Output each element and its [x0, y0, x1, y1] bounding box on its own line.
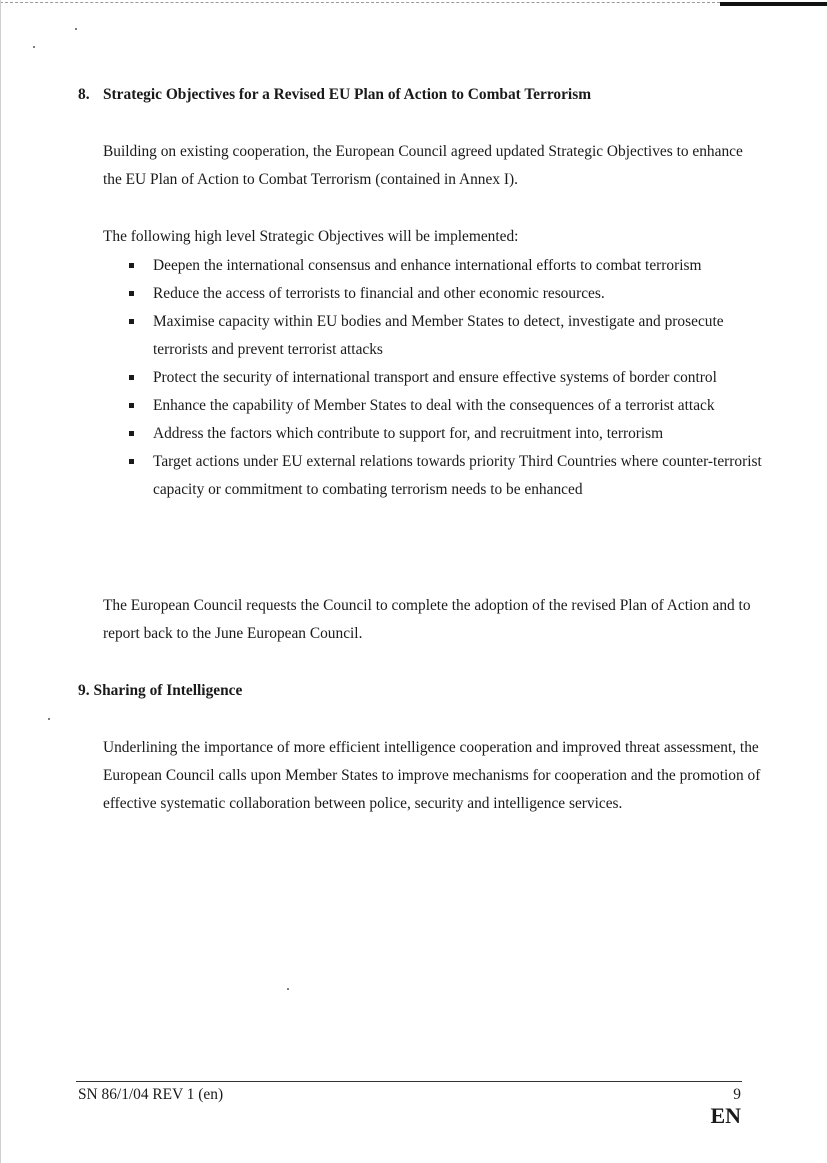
section-8-number: 8. — [78, 86, 90, 103]
section-9-number: 9. — [78, 682, 90, 699]
objective-text: Target actions under EU external relations towards priority Third Countries where counter-terrorist capacity or commitment to combating terrorism needs to be enhanced — [153, 453, 762, 498]
strategic-objectives-list — [103, 252, 763, 504]
list-item — [103, 308, 763, 364]
section-8-heading — [78, 86, 591, 104]
page-number: 9 — [733, 1086, 741, 1103]
scan-speck — [33, 46, 35, 48]
bullet-square-icon — [129, 263, 134, 268]
section-9-body: Underlining the importance of more efficient intelligence cooperation and improved threat assessment, the European Council calls upon Member States to improve mechanisms for cooperation and the promotion of effective systematic collaboration between police, security and intelligence services. — [103, 739, 761, 812]
scan-left-edge — [0, 0, 1, 1163]
section-8-title: Strategic Objectives for a Revised EU Plan of Action to Combat Terrorism — [103, 86, 592, 103]
objective-text: Protect the security of international transport and ensure effective systems of border control — [153, 369, 717, 386]
list-item — [103, 392, 763, 420]
list-item — [103, 252, 763, 280]
section-8-lead: The following high level Strategic Objectives will be implemented: — [103, 228, 519, 245]
scan-speck — [287, 988, 289, 990]
section-8-intro: Building on existing cooperation, the European Council agreed updated Strategic Objectives to enhance the EU Plan of Action to Combat Terrorism (contained in Annex I). — [103, 143, 743, 188]
scan-speck — [48, 718, 50, 720]
list-item — [103, 364, 763, 392]
bullet-square-icon — [129, 403, 134, 408]
objective-text: Deepen the international consensus and enhance international efforts to combat terrorism — [153, 257, 702, 274]
scan-dark-bar — [720, 2, 827, 6]
objective-text: Reduce the access of terrorists to financial and other economic resources. — [153, 285, 605, 302]
list-item — [103, 420, 763, 448]
objective-text: Enhance the capability of Member States to deal with the consequences of a terrorist attack — [153, 397, 715, 414]
footer-divider — [76, 1081, 742, 1082]
bullet-square-icon — [129, 291, 134, 296]
bullet-square-icon — [129, 459, 134, 464]
document-reference: SN 86/1/04 REV 1 (en) — [78, 1086, 224, 1103]
list-item — [103, 448, 763, 504]
language-code: EN — [710, 1103, 741, 1128]
bullet-square-icon — [129, 431, 134, 436]
objective-text: Maximise capacity within EU bodies and Member States to detect, investigate and prosecute terrorists and prevent terrorist attacks — [153, 313, 724, 358]
scan-top-border — [0, 0, 827, 8]
bullet-square-icon — [129, 375, 134, 380]
list-item — [103, 280, 763, 308]
objective-text: Address the factors which contribute to support for, and recruitment into, terrorism — [153, 425, 664, 442]
section-9-heading — [78, 682, 242, 700]
bullet-square-icon — [129, 319, 134, 324]
scan-dashed-line — [0, 2, 720, 3]
section-9-title: Sharing of Intelligence — [93, 682, 243, 699]
scan-speck — [75, 28, 77, 30]
section-8-closing: The European Council requests the Council to complete the adoption of the revised Plan of Action and to report back to the June European Council. — [103, 597, 751, 642]
